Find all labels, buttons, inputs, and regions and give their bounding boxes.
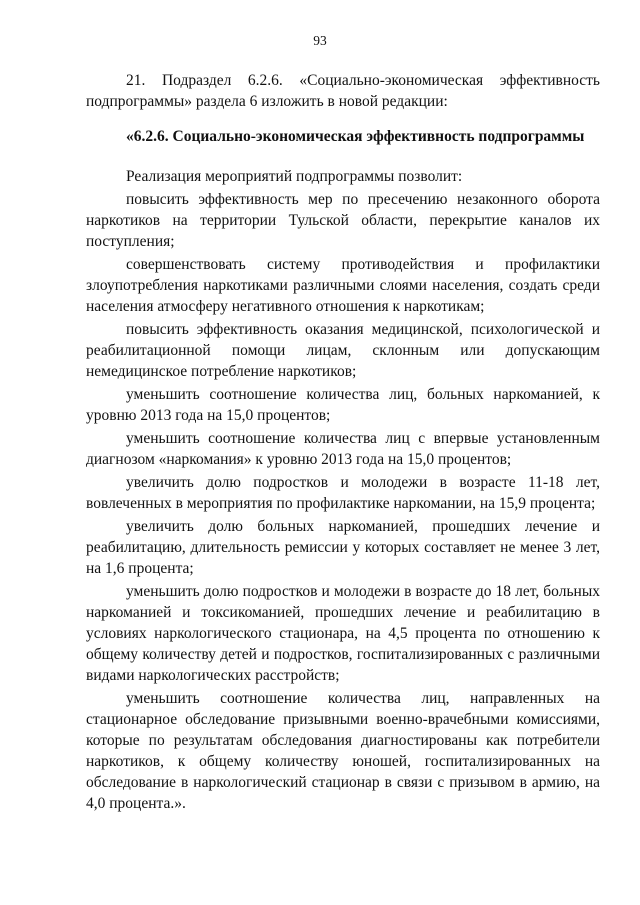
list-item: уменьшить соотношение количества лиц с впервые установленным диагнозом «наркомания» к уровню 2013 года на 15,0 процентов; — [86, 430, 600, 468]
list-item: повысить эффективность оказания медицинской, психологической и реабилитационной помощи лицам, склонным или допускающим немедицинское потребление наркотиков; — [86, 321, 600, 380]
intro-paragraph: Реализация мероприятий подпрограммы позволит: — [126, 168, 463, 185]
list-item: уменьшить долю подростков и молодежи в возрасте до 18 лет, больных наркоманией и токсикоманией, прошедших лечение и реабилитацию в условиях наркологического стационара, на 4,5 процента по отношению к общему количеству детей и подростков, госпитализированных с различными видами наркологических расстройств; — [86, 583, 600, 684]
amendment-item-21: 21. Подраздел 6.2.6. «Социально-экономическая эффективность подпрограммы» раздела 6 изложить в новой редакции: — [86, 72, 600, 110]
list-item: совершенствовать систему противодействия и профилактики злоупотребления наркотиками различными слоями населения, создать среди населения атмосферу негативного отношения к наркотикам; — [86, 256, 600, 315]
document-body — [86, 70, 600, 816]
page-number: 93 — [313, 33, 327, 48]
list-item: уменьшить соотношение количества лиц, направленных на стационарное обследование призывными военно-врачебными комиссиями, которые по результатам обследования диагностированы как потребители наркотиков, к общему количеству юношей, госпитализированных на обследование в наркологический стационар в связи с призывом в армию, на 4,0 процента.». — [86, 690, 600, 812]
list-item: уменьшить соотношение количества лиц, больных наркоманией, к уровню 2013 года на 15,0 процентов; — [86, 386, 600, 424]
section-heading: «6.2.6. Социально-экономическая эффективность подпрограммы — [126, 128, 585, 145]
list-item: увеличить долю подростков и молодежи в возрасте 11-18 лет, вовлеченных в мероприятия по профилактике наркомании, на 15,9 процента; — [86, 474, 600, 512]
list-item: повысить эффективность мер по пресечению незаконного оборота наркотиков на территории Тульской области, перекрытие каналов их поступления; — [86, 191, 600, 250]
list-item: увеличить долю больных наркоманией, прошедших лечение и реабилитацию, длительность ремиссии у которых составляет не менее 3 лет, на 1,6 процента; — [86, 518, 600, 577]
